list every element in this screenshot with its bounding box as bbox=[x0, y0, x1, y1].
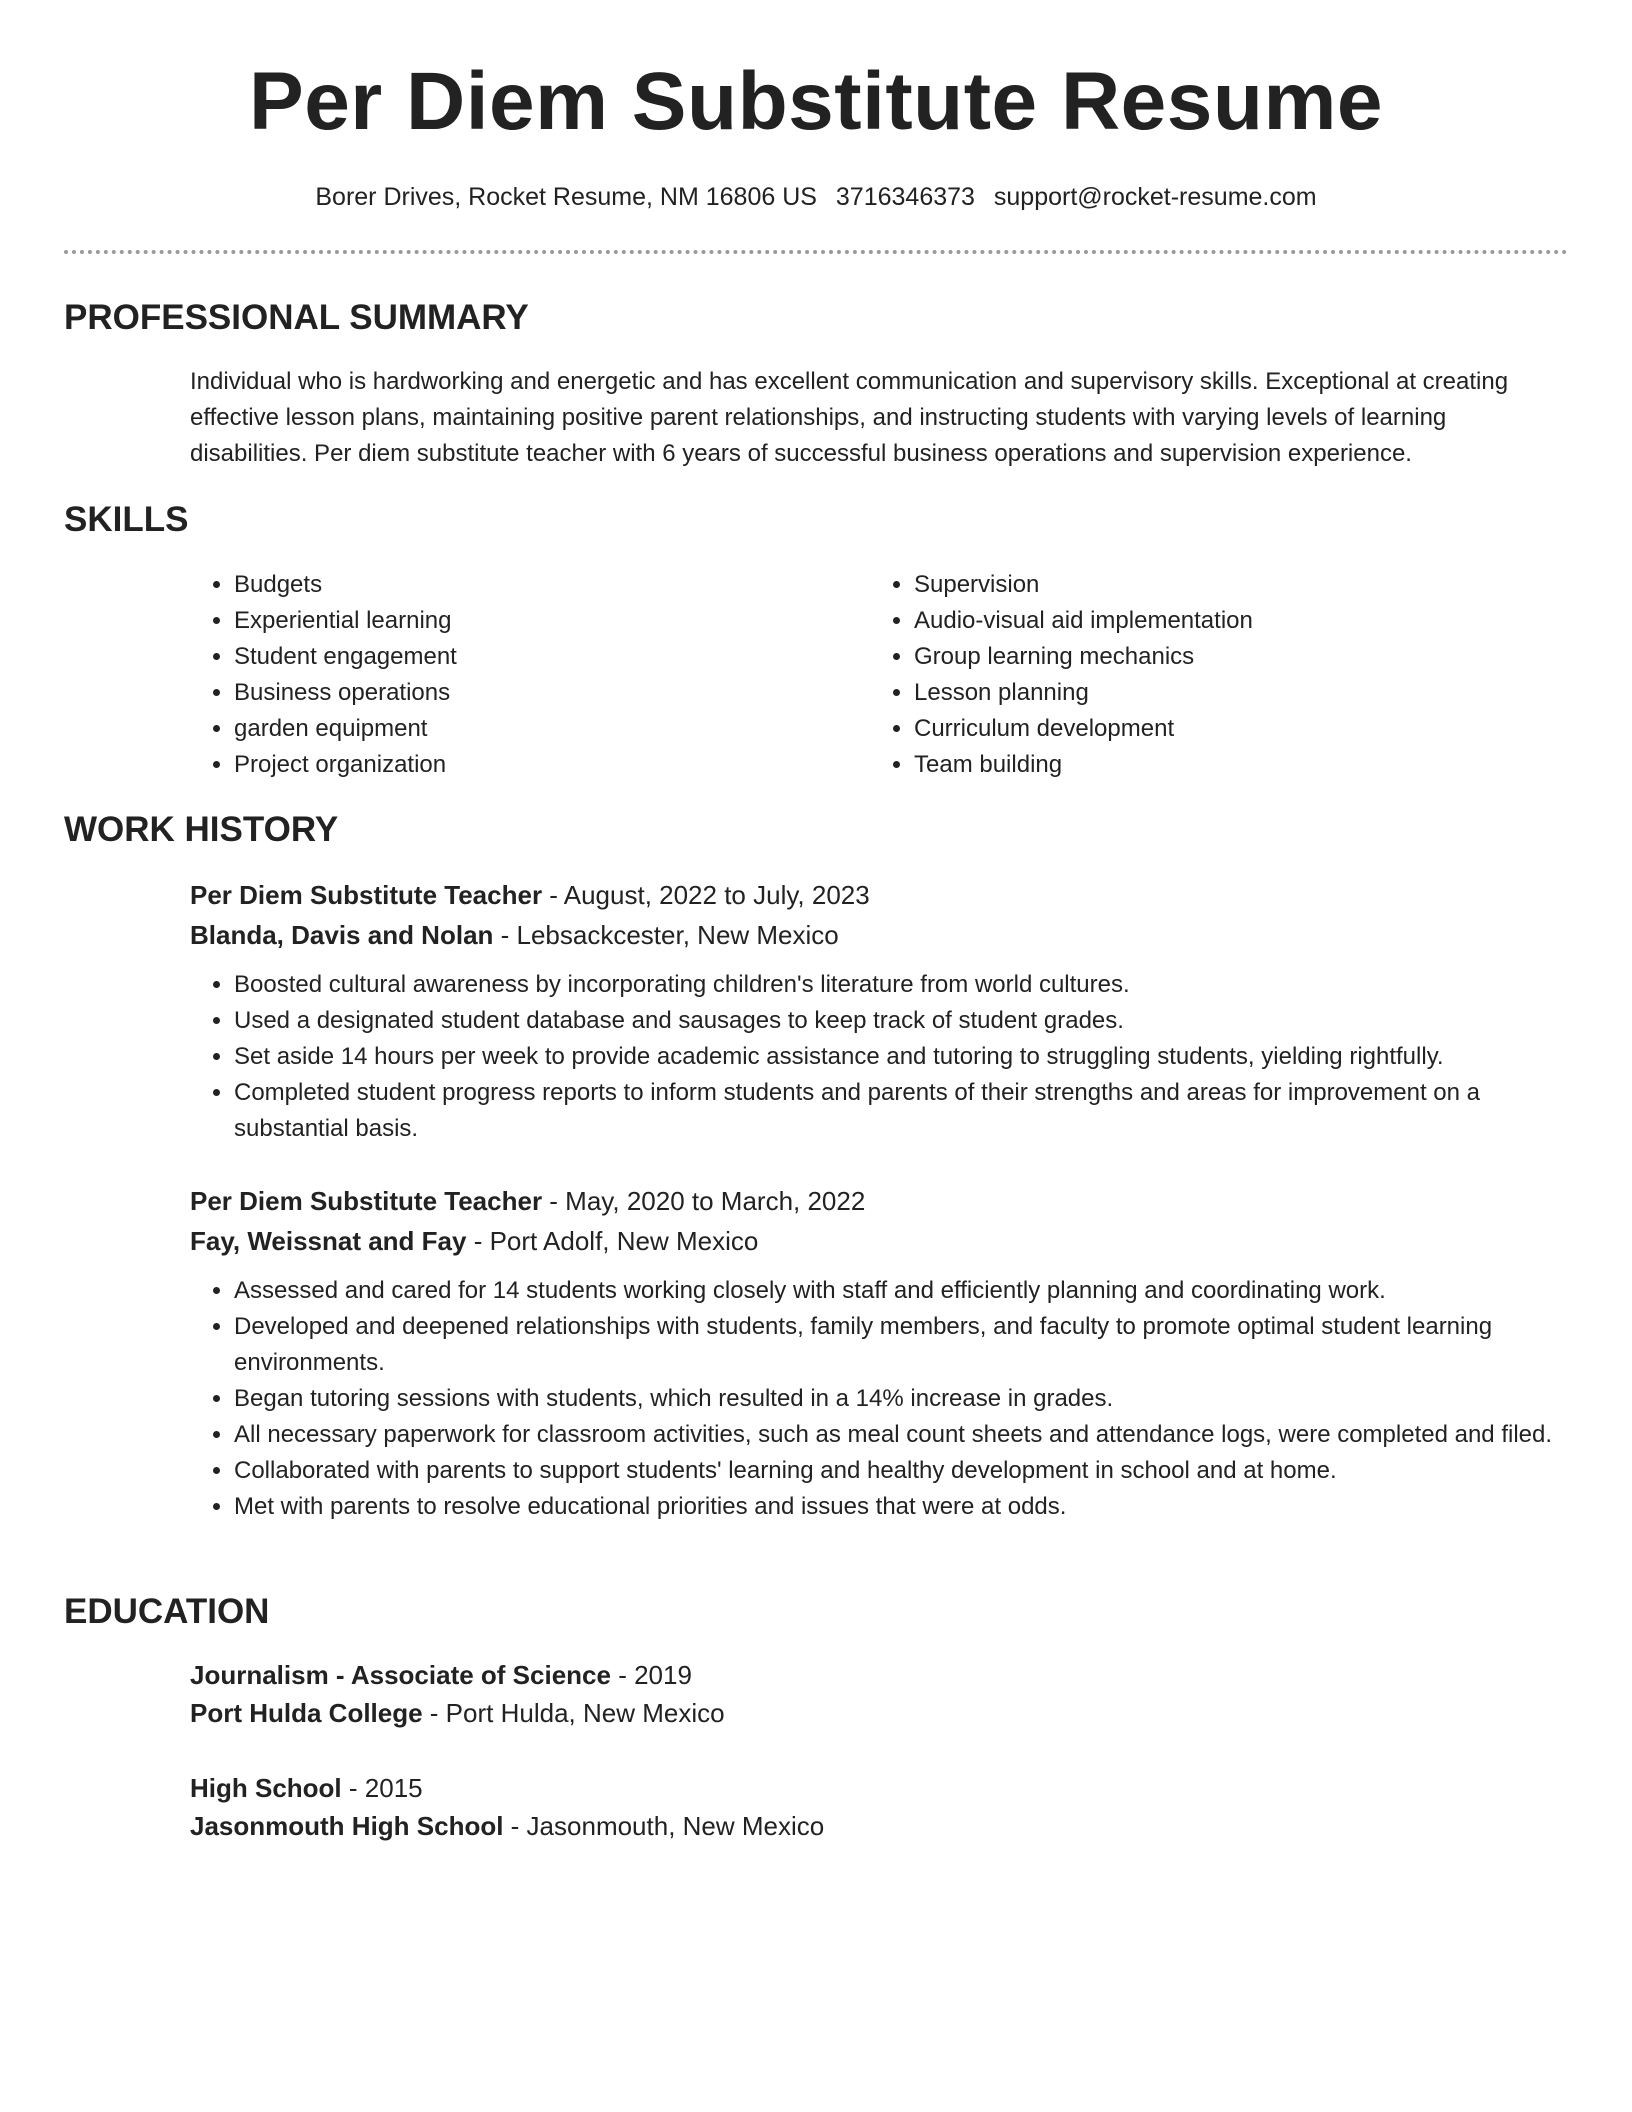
contact-address: Borer Drives, Rocket Resume, NM 16806 US bbox=[315, 183, 817, 211]
skills-column-left bbox=[190, 567, 870, 783]
skill-item: • Business operations bbox=[234, 675, 870, 711]
job-title: Per Diem Substitute Teacher bbox=[190, 1186, 543, 1216]
contact-line bbox=[64, 180, 1568, 214]
job-bullet: • Developed and deepened relationships with students, family members, and faculty to promote optimal student learning environments. bbox=[234, 1309, 1568, 1381]
skill-item: • Experiential learning bbox=[234, 603, 870, 639]
education-degree-line bbox=[190, 1656, 1568, 1694]
skill-item: • garden equipment bbox=[234, 711, 870, 747]
contact-phone: 3716346373 bbox=[835, 183, 975, 211]
job-bullet: • Began tutoring sessions with students, which resulted in a 14% increase in grades. bbox=[234, 1381, 1568, 1417]
education-year: - 2019 bbox=[610, 1660, 692, 1690]
job-bullet: • Used a designated student database and sausages to keep track of student grades. bbox=[234, 1003, 1568, 1039]
job-bullet: • Completed student progress reports to inform students and parents of their strengths and areas for improvement on a substantial basis. bbox=[234, 1075, 1568, 1147]
job-title: Per Diem Substitute Teacher bbox=[190, 880, 543, 910]
job-bullet: • Set aside 14 hours per week to provide academic assistance and tutoring to struggling students, yielding rightfully. bbox=[234, 1039, 1568, 1075]
summary-text: Individual who is hardworking and energetic and has excellent communication and supervisory skills. Exceptional at creating effective lesson plans, maintaining positive parent relationships, and instructing students with varying levels of learning disabilities. Per diem substitute teacher with 6 years of successful business operations and supervision experience. bbox=[190, 368, 1509, 467]
job-location: - Lebsackcester, New Mexico bbox=[493, 920, 839, 950]
skills-heading: SKILLS bbox=[64, 500, 189, 539]
header-divider bbox=[64, 250, 1568, 254]
education-school-line bbox=[190, 1807, 1568, 1845]
education-entry bbox=[190, 1769, 1568, 1845]
job-bullet: • Met with parents to resolve educational priorities and issues that were at odds. bbox=[234, 1489, 1568, 1525]
job-bullet: • Collaborated with parents to support students' learning and healthy development in school and at home. bbox=[234, 1453, 1568, 1489]
job-bullets bbox=[190, 1273, 1568, 1525]
skills-list bbox=[190, 567, 1568, 783]
job-entry bbox=[190, 1181, 1568, 1525]
resume-page bbox=[64, 0, 1568, 2112]
skill-item: • Group learning mechanics bbox=[914, 639, 1550, 675]
job-dates: - May, 2020 to March, 2022 bbox=[542, 1186, 866, 1216]
education-degree: Journalism - Associate of Science bbox=[190, 1660, 611, 1690]
education-school: Port Hulda College bbox=[190, 1698, 423, 1728]
education-degree: High School bbox=[190, 1773, 342, 1803]
education-school: Jasonmouth High School bbox=[190, 1811, 504, 1841]
job-bullet: • All necessary paperwork for classroom activities, such as meal count sheets and attendance logs, were completed and filed. bbox=[234, 1417, 1568, 1453]
education-heading: EDUCATION bbox=[64, 1592, 270, 1631]
skills-column-right bbox=[870, 567, 1550, 783]
job-bullet: • Boosted cultural awareness by incorporating children's literature from world cultures. bbox=[234, 967, 1568, 1003]
skill-item: • Curriculum development bbox=[914, 711, 1550, 747]
education-entry bbox=[190, 1656, 1568, 1732]
summary-heading: PROFESSIONAL SUMMARY bbox=[64, 298, 529, 337]
resume-title: Per Diem Substitute Resume bbox=[249, 56, 1383, 147]
job-bullet: • Assessed and cared for 14 students working closely with staff and efficiently planning and coordinating work. bbox=[234, 1273, 1568, 1309]
job-title-line bbox=[190, 875, 1568, 915]
job-location: - Port Adolf, New Mexico bbox=[466, 1226, 759, 1256]
skill-item: • Team building bbox=[914, 747, 1550, 783]
job-title-line bbox=[190, 1181, 1568, 1221]
education-school-line bbox=[190, 1694, 1568, 1732]
education-location: - Port Hulda, New Mexico bbox=[422, 1698, 725, 1728]
skill-item: • Lesson planning bbox=[914, 675, 1550, 711]
job-company: Fay, Weissnat and Fay bbox=[190, 1226, 467, 1256]
skill-item: • Audio-visual aid implementation bbox=[914, 603, 1550, 639]
job-dates: - August, 2022 to July, 2023 bbox=[542, 880, 870, 910]
education-degree-line bbox=[190, 1769, 1568, 1807]
skill-item: • Budgets bbox=[234, 567, 870, 603]
job-company-line bbox=[190, 915, 1568, 955]
education-location: - Jasonmouth, New Mexico bbox=[503, 1811, 825, 1841]
job-bullets bbox=[190, 967, 1568, 1147]
skill-item: • Project organization bbox=[234, 747, 870, 783]
job-company: Blanda, Davis and Nolan bbox=[190, 920, 494, 950]
job-entry bbox=[190, 875, 1568, 1147]
work-heading: WORK HISTORY bbox=[64, 810, 339, 849]
education-year: - 2015 bbox=[341, 1773, 423, 1803]
contact-email: support@rocket-resume.com bbox=[993, 183, 1317, 211]
job-company-line bbox=[190, 1221, 1568, 1261]
skill-item: • Student engagement bbox=[234, 639, 870, 675]
skill-item: • Supervision bbox=[914, 567, 1550, 603]
